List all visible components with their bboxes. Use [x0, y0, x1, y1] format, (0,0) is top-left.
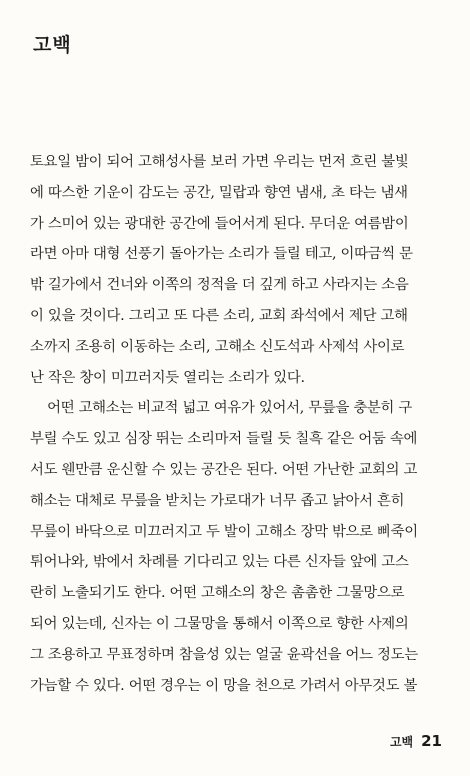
text-line: 밖 길가에서 건너와 이쪽의 정적을 더 깊게 하고 사라지는 소음 [30, 277, 409, 294]
text-line: 가늠할 수 있다. 어떤 경우는 이 망을 천으로 가려서 아무것도 볼 [30, 677, 418, 694]
text-line: 가 스미어 있는 광대한 공간에 들어서게 된다. 무더운 여름밤이 [30, 215, 409, 232]
text-line: 에 따스한 기운이 감도는 공간, 밀랍과 향연 냄새, 초 타는 냄새 [30, 184, 408, 201]
chapter-title: 고백 [33, 34, 72, 56]
text-line: 튀어나와, 밖에서 차례를 기다리고 있는 다른 신자들 앞에 고스 [30, 554, 409, 571]
text-line: 무릎이 바닥으로 미끄러지고 두 발이 고해소 장막 밖으로 삐죽이 [30, 523, 418, 540]
text-line: 이 있을 것이다. 그리고 또 다른 소리, 교회 좌석에서 제단 고해 [30, 307, 408, 324]
text-line: 어떤 고해소는 비교적 넓고 여유가 있어서, 무릎을 충분히 구 [30, 400, 413, 417]
running-footer-title: 고백 [389, 735, 414, 749]
page-number: 21 [421, 732, 442, 750]
text-line: 난 작은 창이 미끄러지듯 열리는 소리가 있다. [30, 369, 305, 386]
text-line: 라면 아마 대형 선풍기 돌아가는 소리가 들릴 테고, 이따금씩 문 [30, 246, 413, 263]
text-line: 란히 노출되기도 한다. 어떤 고해소의 창은 촘촘한 그물망으로 [30, 585, 405, 602]
body-text [30, 147, 445, 701]
text-line: 해소는 대체로 무릎을 받치는 가로대가 너무 좁고 낡아서 흔히 [30, 492, 405, 509]
text-line: 서도 웬만큼 운신할 수 있는 공간은 된다. 어떤 가난한 교회의 고 [30, 461, 418, 478]
text-line: 토요일 밤이 되어 고해성사를 보러 가면 우리는 먼저 흐린 불빛 [30, 154, 409, 170]
text-line: 그 조용하고 무표정하며 참을성 있는 얼굴 윤곽선을 어느 정도는 [30, 646, 418, 663]
page-footer [390, 732, 442, 750]
text-line: 부릴 수도 있고 심장 뛰는 소리마저 들릴 듯 칠흑 같은 어둠 속에 [30, 431, 418, 448]
text-line: 되어 있는데, 신자는 이 그물망을 통해서 이쪽으로 향한 사제의 [30, 615, 409, 632]
text-line: 소까지 조용히 이동하는 소리, 고해소 신도석과 사제석 사이로 [30, 338, 405, 355]
